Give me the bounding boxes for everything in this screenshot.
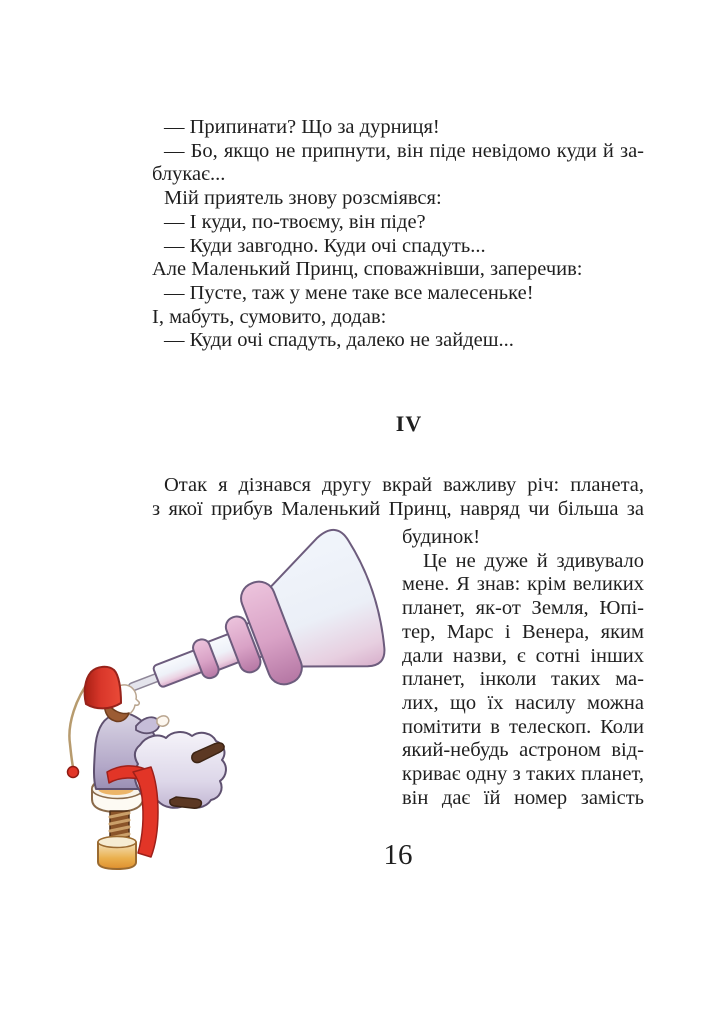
text-line: помітити в телескоп. Коли — [402, 715, 644, 738]
stool-seat-top — [92, 780, 143, 799]
text-line: тер, Марс і Венера, яким — [402, 620, 644, 643]
hair — [104, 700, 129, 722]
stool-base-side — [98, 842, 136, 869]
sash-lap — [107, 766, 149, 783]
text-line: — Куди завгодно. Куди очі спадуть... — [164, 234, 486, 257]
text-line: будинок! — [402, 526, 481, 548]
wrapped-paragraph-column — [402, 526, 644, 810]
telescope-tube-inner — [242, 619, 272, 659]
text-line: — Куди очі спадуть, далеко не зайдеш... — [164, 329, 514, 352]
text-line: криває одну з таких планет, — [402, 763, 644, 786]
text-line: — Бо, якщо не припнути, він піде невідомо куди й за- — [164, 139, 644, 162]
telescope-ring-small — [191, 637, 221, 680]
text-line: з якої прибув Маленький Принц, навряд чи більша за — [152, 497, 644, 520]
shoe-upper — [192, 743, 224, 763]
stool-seat-side — [92, 779, 143, 812]
hand — [157, 716, 169, 726]
telescope-tube-mid — [206, 632, 245, 671]
fez-tassel-cord — [69, 680, 90, 767]
text-line: І, мабуть, сумовито, додав: — [152, 305, 387, 328]
text-line: — Припинати? Що за дурниця! — [164, 116, 440, 138]
text-line: Це не дуже й здивувало — [423, 549, 644, 572]
text-line: планет, як-от Земля, Юпі- — [402, 597, 644, 620]
chapter-heading: IV — [395, 411, 423, 436]
text-line: блукає... — [152, 163, 226, 186]
telescope-eyepiece — [127, 670, 167, 692]
text-line: — І куди, по-твоєму, він піде? — [164, 210, 426, 233]
face — [110, 685, 139, 717]
robe — [94, 713, 157, 789]
text-line: мене. Я знав: крім великих — [402, 573, 644, 596]
telescope-ring-mid — [223, 614, 263, 676]
text-line: — Пусте, таж у мене таке все малесеньке! — [164, 281, 534, 304]
stool-screw — [110, 811, 129, 842]
stool-seat-wash — [98, 783, 134, 795]
text-line: він дає їй номер замість — [402, 786, 644, 809]
text-line: дали назви, є сотні інших — [402, 644, 644, 667]
telescope-tube-small — [153, 648, 208, 687]
text-line: планет, інколи таких ма- — [402, 668, 644, 691]
trousers — [135, 732, 226, 808]
telescope-collar-ring — [236, 577, 306, 689]
fez-hat — [85, 667, 121, 709]
telescope — [102, 524, 398, 751]
dialogue-paragraphs — [152, 116, 644, 353]
text-line: Мій приятель знову розсміявся: — [164, 187, 442, 210]
stool-screw-threads — [110, 813, 129, 838]
fez-tassel-pompom — [68, 767, 79, 778]
text-line: Отак я дізнався другу вкрай важливу річ: планета, — [164, 474, 644, 496]
text-line: лих, що їх насилу можна — [402, 691, 644, 714]
arm-sleeve — [136, 717, 159, 733]
intro-paragraph — [152, 474, 644, 521]
shoe-lower — [170, 797, 202, 808]
telescope-bell — [250, 524, 398, 694]
stool-base-top — [98, 837, 136, 848]
page-number: 16 — [383, 839, 413, 871]
text-line: який-небудь астроном від- — [402, 739, 644, 762]
text-line: Але Маленький Принц, споважнівши, заперечив: — [152, 258, 583, 281]
